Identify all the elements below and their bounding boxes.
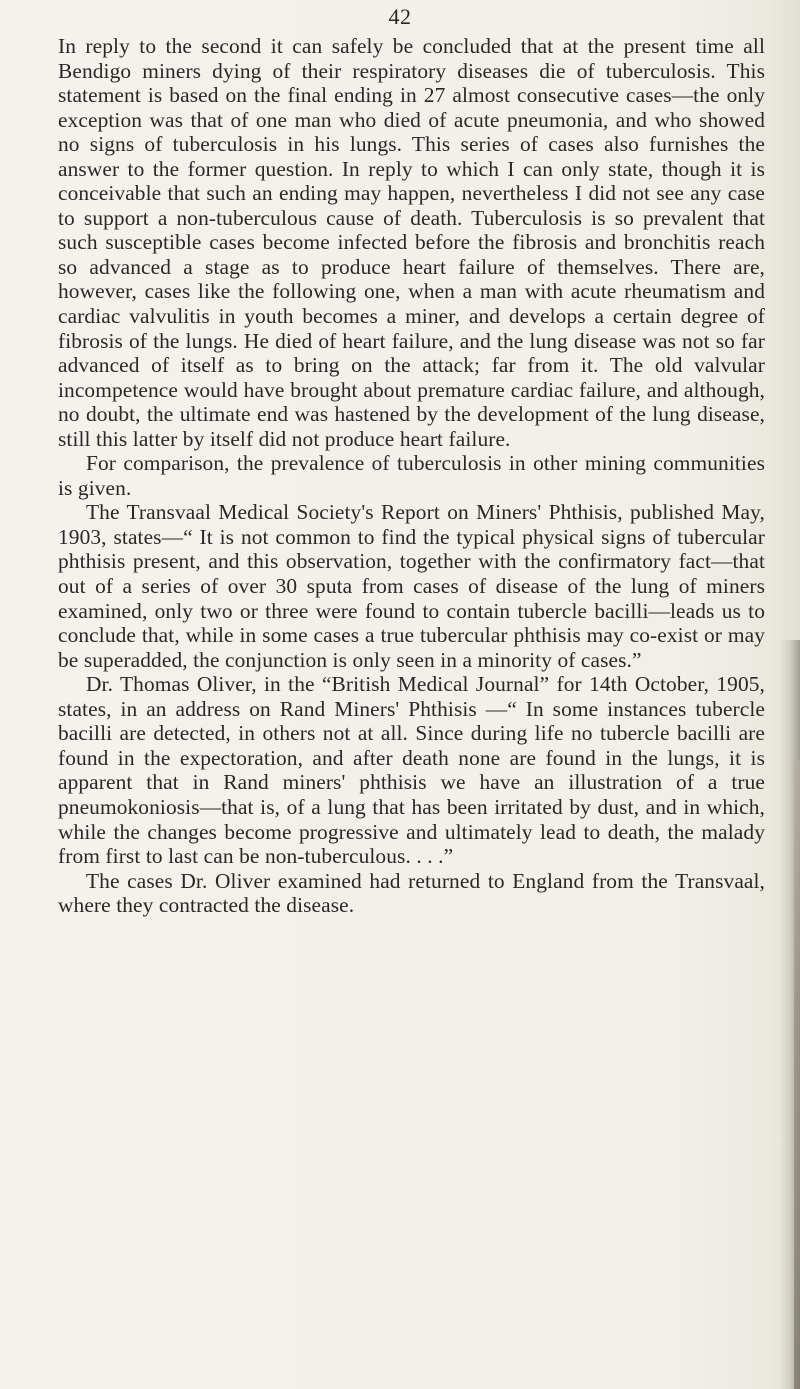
page-number: 42 (388, 4, 412, 29)
paragraph-dr-oliver: Dr. Thomas Oliver, in the “British Medical Journal” for 14th October, 1905, states, in an address on Rand Miners' Phthisis —“ In some instances tubercle bacilli are detected, in others not at all. Since during life no tubercle bacilli are found in the expectoration, and after death none are found in the lungs, it is apparent that in Rand miners' phthisis we have an illustration of a true pneumokoniosis—that is, of a lung that has been irritated by dust, and in which, while the changes become progressive and ultimately lead to death, the malady from first to last can be non-tuberculous. . . .” (58, 672, 765, 869)
paragraph-transvaal-report: The Transvaal Medical Society's Report on Miners' Phthisis, published May, 1903, states—“ It is not common to find the typical physical signs of tubercular phthisis present, and this observation, together with the confirmatory fact—that out of a series of over 30 sputa from cases of disease of the lung of miners examined, only two or three were found to contain tubercle bacilli—leads us to conclude that, while in some cases a true tubercular phthisis may co-exist or may be superadded, the conjunction is only seen in a minority of cases.” (58, 500, 765, 672)
paragraph-bendigo-miners: In reply to the second it can safely be concluded that at the present time all Bendigo miners dying of their respiratory diseases die of tuberculosis. This statement is based on the final ending in 27 almost consecutive cases—the only exception was that of one man who died of acute pneumonia, and who showed no signs of tuberculosis in his lungs. This series of cases also furnishes the answer to the former question. In reply to which I can only state, though it is conceivable that such an ending may happen, nevertheless I did not see any case to support a non-tuberculous cause of death. Tuberculosis is so prevalent that such susceptible cases become infected before the fibrosis and bronchitis reach so advanced a stage as to produce heart failure of themselves. There are, however, cases like the following one, when a man with acute rheumatism and cardiac valvulitis in youth becomes a miner, and develops a certain degree of fibrosis of the lungs. He died of heart failure, and the lung disease was not so far advanced of itself as to bring on the attack; far from it. The old valvular incompetence would have brought about premature cardiac failure, and although, no doubt, the ultimate end was hastened by the development of the lung disease, still this latter by itself did not produce heart failure. (58, 34, 765, 451)
paragraph-comparison: For comparison, the prevalence of tuberculosis in other mining communities is given. (58, 451, 765, 500)
page-edge-strip (794, 760, 800, 1389)
body-text (58, 34, 765, 918)
paragraph-returned-cases: The cases Dr. Oliver examined had returned to England from the Transvaal, where they contracted the disease. (58, 868, 765, 918)
